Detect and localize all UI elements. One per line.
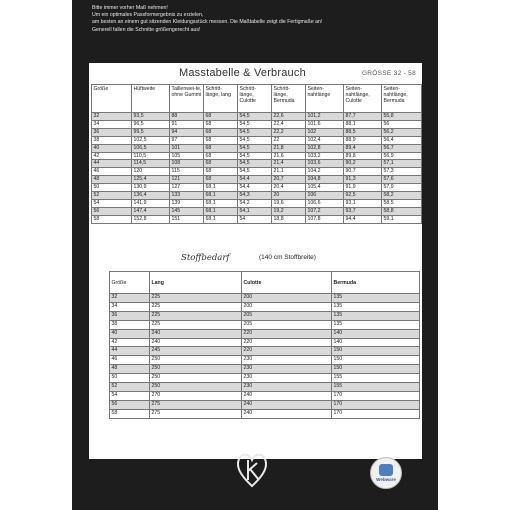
- column-header: Seiten-nahtlänge, Culotte: [344, 85, 382, 113]
- table-row: [110, 374, 420, 383]
- table-cell: 240: [150, 338, 242, 347]
- table-row: [92, 199, 422, 207]
- table-cell: 140: [332, 329, 420, 338]
- table-cell: 151: [170, 215, 204, 223]
- table-cell: 130,9: [132, 184, 170, 192]
- table-cell: 102: [306, 128, 344, 136]
- table-cell: 145: [170, 207, 204, 215]
- table-row: [110, 347, 420, 356]
- table-cell: 57,6: [382, 176, 422, 184]
- table-cell: 22: [272, 136, 306, 144]
- table-cell: 22,6: [272, 113, 306, 121]
- table-cell: 152,8: [132, 215, 170, 223]
- table-cell: 40: [110, 329, 150, 338]
- table-cell: 150: [332, 365, 420, 374]
- table-cell: 87,7: [344, 113, 382, 121]
- table-cell: 18,8: [272, 215, 306, 223]
- table-cell: 68: [204, 120, 238, 128]
- table-cell: 101,6: [306, 120, 344, 128]
- table-cell: 230: [242, 374, 332, 383]
- measurement-table: [91, 84, 422, 224]
- table-cell: 58: [110, 409, 150, 418]
- table-cell: 68: [204, 113, 238, 121]
- table-cell: 46: [110, 356, 150, 365]
- brand-logo-icon: [235, 450, 269, 490]
- size-range: GRÖSSE 32 - 58: [361, 70, 416, 77]
- table-cell: 48: [110, 365, 150, 374]
- table-cell: 54,2: [238, 199, 272, 207]
- table-cell: 20,4: [272, 184, 306, 192]
- table-row: [110, 294, 420, 303]
- table-cell: 220: [242, 329, 332, 338]
- table-cell: 97: [170, 136, 204, 144]
- table-cell: 88,1: [344, 120, 382, 128]
- table-cell: 54: [92, 199, 132, 207]
- table-cell: 225: [150, 311, 242, 320]
- table-cell: 57,1: [382, 160, 422, 168]
- table-row: [110, 302, 420, 311]
- fabric-title: Stoffbedarf: [181, 253, 230, 263]
- intro-line: Generell fallen die Schnitte größengerecht aus!: [92, 26, 201, 33]
- table-cell: 21,6: [272, 152, 306, 160]
- table-cell: 52: [92, 192, 132, 200]
- table-row: [110, 383, 420, 392]
- table-row: [92, 168, 422, 176]
- table-row: [92, 113, 422, 121]
- table-cell: 54,4: [238, 184, 272, 192]
- table-cell: 147,4: [132, 207, 170, 215]
- column-header: Seiten-nahtlänge, Bermuda: [382, 85, 422, 113]
- table-cell: 52: [110, 383, 150, 392]
- table-row: [92, 184, 422, 192]
- table-cell: 125,4: [132, 176, 170, 184]
- table-cell: 250: [150, 356, 242, 365]
- table-cell: 225: [150, 320, 242, 329]
- table-cell: 32: [110, 294, 150, 303]
- table-cell: 68: [204, 144, 238, 152]
- table-cell: 32: [92, 113, 132, 121]
- column-header: Lang: [150, 272, 242, 294]
- table-cell: 68,1: [204, 215, 238, 223]
- table-row: [110, 365, 420, 374]
- table-cell: 245: [150, 347, 242, 356]
- table-cell: 135: [332, 320, 420, 329]
- fabric-heading: [89, 252, 422, 264]
- table-cell: 54: [238, 215, 272, 223]
- measurement-header-row: [92, 85, 422, 113]
- table-cell: 155: [332, 374, 420, 383]
- table-cell: 220: [242, 338, 332, 347]
- table-cell: 250: [150, 383, 242, 392]
- table-cell: 135: [332, 294, 420, 303]
- table-cell: 54,5: [238, 136, 272, 144]
- intro-line: Bitte immer vorher Maß nehmen!: [92, 5, 168, 11]
- table-cell: 103,2: [306, 152, 344, 160]
- table-cell: 104,2: [306, 168, 344, 176]
- table-cell: 34: [110, 302, 150, 311]
- table-row: [92, 192, 422, 200]
- column-header: Schritt-länge, lang: [204, 85, 238, 113]
- table-cell: 20: [272, 192, 306, 200]
- column-header: Bermuda: [332, 272, 420, 294]
- table-cell: 48: [92, 176, 132, 184]
- table-cell: 230: [242, 383, 332, 392]
- table-cell: 38: [92, 136, 132, 144]
- table-cell: 91,9: [344, 184, 382, 192]
- table-cell: 54,1: [238, 207, 272, 215]
- table-cell: 91,3: [344, 176, 382, 184]
- table-cell: 68: [204, 176, 238, 184]
- table-cell: 56,4: [382, 136, 422, 144]
- column-header: Größe: [92, 85, 132, 113]
- table-cell: 21,4: [272, 160, 306, 168]
- table-cell: 108: [170, 160, 204, 168]
- table-cell: 20,7: [272, 176, 306, 184]
- table-cell: 36: [92, 128, 132, 136]
- table-row: [92, 128, 422, 136]
- table-cell: 68,1: [204, 207, 238, 215]
- table-cell: 88,5: [344, 128, 382, 136]
- table-cell: 114,5: [132, 160, 170, 168]
- table-cell: 68,1: [204, 192, 238, 200]
- table-cell: 56: [92, 207, 132, 215]
- table-cell: 58,8: [382, 207, 422, 215]
- table-cell: 250: [150, 365, 242, 374]
- webware-badge-icon: [370, 457, 402, 489]
- table-cell: 270: [150, 391, 242, 400]
- table-cell: 56,9: [382, 152, 422, 160]
- table-cell: 103,6: [306, 160, 344, 168]
- table-cell: 136,4: [132, 192, 170, 200]
- table-cell: 50: [92, 184, 132, 192]
- table-cell: 68: [204, 168, 238, 176]
- table-cell: 19,6: [272, 199, 306, 207]
- table-cell: 54,4: [238, 176, 272, 184]
- table-row: [92, 207, 422, 215]
- table-cell: 92,5: [344, 192, 382, 200]
- table-cell: 99,5: [132, 128, 170, 136]
- table-cell: 57,9: [382, 184, 422, 192]
- table-cell: 101,2: [306, 113, 344, 121]
- table-row: [110, 338, 420, 347]
- intro-line: am besten an einem gut sitzenden Kleidungsstück messen. Die Maßtabelle zeigt die Fertigmaße an!: [92, 19, 323, 26]
- table-cell: 56: [382, 120, 422, 128]
- table-cell: 19,2: [272, 207, 306, 215]
- table-cell: 240: [242, 400, 332, 409]
- table-row: [92, 144, 422, 152]
- table-row: [92, 120, 422, 128]
- table-cell: 94,4: [344, 215, 382, 223]
- badge-emblem: [379, 464, 393, 476]
- table-cell: 58,5: [382, 199, 422, 207]
- table-cell: 170: [332, 391, 420, 400]
- table-cell: 50: [110, 374, 150, 383]
- table-cell: 107,2: [306, 207, 344, 215]
- table-cell: 59,1: [382, 215, 422, 223]
- badge-label: Webware: [376, 477, 396, 482]
- table-cell: 90,2: [344, 160, 382, 168]
- table-cell: 88: [170, 113, 204, 121]
- table-row: [110, 320, 420, 329]
- table-cell: 105,4: [306, 184, 344, 192]
- table-cell: 93,5: [132, 113, 170, 121]
- table-cell: 200: [242, 294, 332, 303]
- table-cell: 36: [110, 311, 150, 320]
- table-cell: 56: [110, 400, 150, 409]
- table-cell: 140: [332, 338, 420, 347]
- table-cell: 54,5: [238, 120, 272, 128]
- table-cell: 56,2: [382, 128, 422, 136]
- table-cell: 68,1: [204, 199, 238, 207]
- table-row: [110, 329, 420, 338]
- chart-title: Masstabelle & Verbrauch: [179, 67, 306, 79]
- table-cell: 58,2: [382, 192, 422, 200]
- table-cell: 89,4: [344, 144, 382, 152]
- table-cell: 46: [92, 168, 132, 176]
- table-cell: 22,2: [272, 128, 306, 136]
- column-header: Taillenwei-te, ohne Gummi: [170, 85, 204, 113]
- intro-line: Um ein optimales Passformergebnis zu erzielen,: [92, 12, 204, 19]
- table-cell: 22,4: [272, 120, 306, 128]
- column-header: Hüftweite: [132, 85, 170, 113]
- column-header: Schritt-länge, Bermuda: [272, 85, 306, 113]
- table-cell: 40: [92, 144, 132, 152]
- table-cell: 102,8: [306, 144, 344, 152]
- table-cell: 94: [170, 128, 204, 136]
- table-cell: 275: [150, 409, 242, 418]
- table-cell: 54,5: [238, 113, 272, 121]
- table-cell: 133: [170, 192, 204, 200]
- table-row: [92, 215, 422, 223]
- fabric-header-row: [110, 272, 420, 294]
- table-row: [110, 400, 420, 409]
- fabric-table: [109, 271, 420, 419]
- table-cell: 68: [204, 136, 238, 144]
- table-cell: 205: [242, 311, 332, 320]
- table-cell: 150: [332, 356, 420, 365]
- table-cell: 135: [332, 311, 420, 320]
- table-cell: 96,5: [132, 120, 170, 128]
- table-cell: 150: [332, 347, 420, 356]
- table-cell: 68: [204, 152, 238, 160]
- table-cell: 106,6: [306, 199, 344, 207]
- table-cell: 44: [110, 347, 150, 356]
- table-row: [92, 152, 422, 160]
- table-row: [92, 176, 422, 184]
- table-cell: 42: [110, 338, 150, 347]
- table-cell: 200: [242, 302, 332, 311]
- table-cell: 54,5: [238, 128, 272, 136]
- table-cell: 54: [110, 391, 150, 400]
- table-cell: 44: [92, 160, 132, 168]
- fabric-width-note: (140 cm Stoffbreite): [259, 254, 316, 261]
- column-header: Größe: [110, 272, 150, 294]
- table-cell: 93,1: [344, 199, 382, 207]
- table-row: [110, 409, 420, 418]
- table-cell: 110,5: [132, 152, 170, 160]
- table-cell: 127: [170, 184, 204, 192]
- table-cell: 230: [242, 356, 332, 365]
- table-row: [110, 311, 420, 320]
- table-cell: 170: [332, 409, 420, 418]
- table-cell: 68: [204, 128, 238, 136]
- table-cell: 68: [204, 160, 238, 168]
- table-cell: 107,8: [306, 215, 344, 223]
- table-cell: 230: [242, 365, 332, 374]
- table-row: [92, 160, 422, 168]
- pattern-sheet-page: [72, 0, 438, 510]
- table-cell: 54,5: [238, 144, 272, 152]
- table-cell: 38: [110, 320, 150, 329]
- intro-text: [92, 5, 422, 34]
- table-cell: 275: [150, 400, 242, 409]
- table-cell: 93,7: [344, 207, 382, 215]
- table-row: [110, 356, 420, 365]
- table-cell: 120: [132, 168, 170, 176]
- table-cell: 106,5: [132, 144, 170, 152]
- table-cell: 106: [306, 192, 344, 200]
- table-cell: 90,7: [344, 168, 382, 176]
- table-cell: 225: [150, 302, 242, 311]
- table-cell: 56,7: [382, 144, 422, 152]
- table-cell: 240: [242, 409, 332, 418]
- table-cell: 91: [170, 120, 204, 128]
- table-cell: 205: [242, 320, 332, 329]
- table-cell: 58: [92, 215, 132, 223]
- table-cell: 139: [170, 199, 204, 207]
- table-cell: 240: [242, 391, 332, 400]
- table-cell: 102,5: [132, 136, 170, 144]
- table-cell: 42: [92, 152, 132, 160]
- table-cell: 57,3: [382, 168, 422, 176]
- table-row: [110, 391, 420, 400]
- table-cell: 21,1: [272, 168, 306, 176]
- table-cell: 68,1: [204, 184, 238, 192]
- table-cell: 89,8: [344, 152, 382, 160]
- table-cell: 34: [92, 120, 132, 128]
- table-cell: 135: [332, 302, 420, 311]
- table-cell: 88,9: [344, 136, 382, 144]
- size-chart-sheet: [89, 63, 422, 459]
- table-cell: 155: [332, 383, 420, 392]
- table-row: [92, 136, 422, 144]
- table-cell: 54,3: [238, 192, 272, 200]
- column-header: Seiten-nahtlänge: [306, 85, 344, 113]
- table-cell: 121: [170, 176, 204, 184]
- table-cell: 101: [170, 144, 204, 152]
- table-cell: 250: [150, 374, 242, 383]
- table-cell: 102,4: [306, 136, 344, 144]
- table-cell: 240: [150, 329, 242, 338]
- table-cell: 105: [170, 152, 204, 160]
- table-cell: 21,8: [272, 144, 306, 152]
- table-cell: 115: [170, 168, 204, 176]
- chart-heading: [89, 63, 422, 83]
- table-cell: 220: [242, 347, 332, 356]
- table-cell: 54,5: [238, 168, 272, 176]
- column-header: Schritt-länge, Culotte: [238, 85, 272, 113]
- table-cell: 170: [332, 400, 420, 409]
- table-cell: 55,8: [382, 113, 422, 121]
- column-header: Culotte: [242, 272, 332, 294]
- table-cell: 54,5: [238, 152, 272, 160]
- table-cell: 104,8: [306, 176, 344, 184]
- table-cell: 225: [150, 294, 242, 303]
- table-cell: 141,9: [132, 199, 170, 207]
- table-cell: 54,5: [238, 160, 272, 168]
